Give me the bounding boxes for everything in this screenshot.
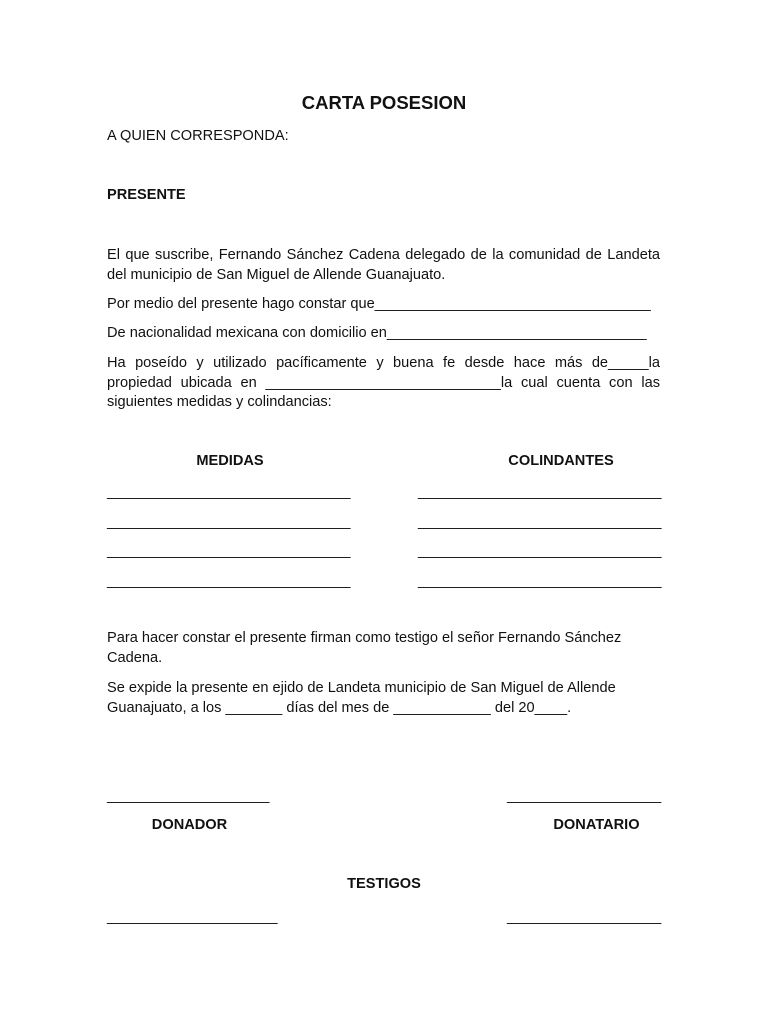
constar-line: Por medio del presente hago constar que__________________________________ — [107, 296, 651, 312]
document-title: CARTA POSESION — [301, 92, 467, 113]
colindante-line: ______________________________ — [418, 543, 662, 559]
testigo-left-signature-line: _____________________ — [107, 909, 278, 925]
medidas-header: MEDIDAS — [196, 453, 264, 469]
testigo-paragraph: Para hacer constar el presente firman como testigo el señor Fernando Sánchez Cadena. — [107, 630, 622, 666]
testigos-label: TESTIGOS — [347, 876, 421, 892]
intro-paragraph: El que suscribe, Fernando Sánchez Cadena delegado de la comunidad de Landeta del municipio de San Miguel de Allende Guanajuato. — [107, 247, 660, 283]
testigo-right-signature-line: ___________________ — [507, 909, 662, 925]
medida-line: ______________________________ — [107, 484, 351, 500]
donador-signature-line: ____________________ — [107, 788, 270, 804]
colindante-line: ______________________________ — [418, 484, 662, 500]
donatario-label: DONATARIO — [553, 817, 640, 833]
medida-line: ______________________________ — [107, 514, 351, 530]
expide-paragraph: Se expide la presente en ejido de Landeta municipio de San Miguel de Allende Guanajuato, a los _______ días del mes de ____________ del 20____. — [107, 680, 616, 716]
colindante-line: ______________________________ — [418, 573, 662, 589]
presente-heading: PRESENTE — [107, 187, 186, 203]
medida-line: ______________________________ — [107, 543, 351, 559]
salutation: A QUIEN CORRESPONDA: — [107, 128, 289, 144]
donador-label: DONADOR — [151, 817, 228, 833]
donatario-signature-line: ___________________ — [507, 788, 662, 804]
medida-line: ______________________________ — [107, 573, 351, 589]
colindante-line: ______________________________ — [418, 514, 662, 530]
nacionalidad-line: De nacionalidad mexicana con domicilio en________________________________ — [107, 325, 647, 341]
posesion-paragraph: Ha poseído y utilizado pacíficamente y buena fe desde hace más de_____la propiedad ubicada en _____________________________la cual cuenta con las siguientes medidas y colindancias: — [107, 355, 660, 410]
colindantes-header: COLINDANTES — [508, 453, 614, 469]
